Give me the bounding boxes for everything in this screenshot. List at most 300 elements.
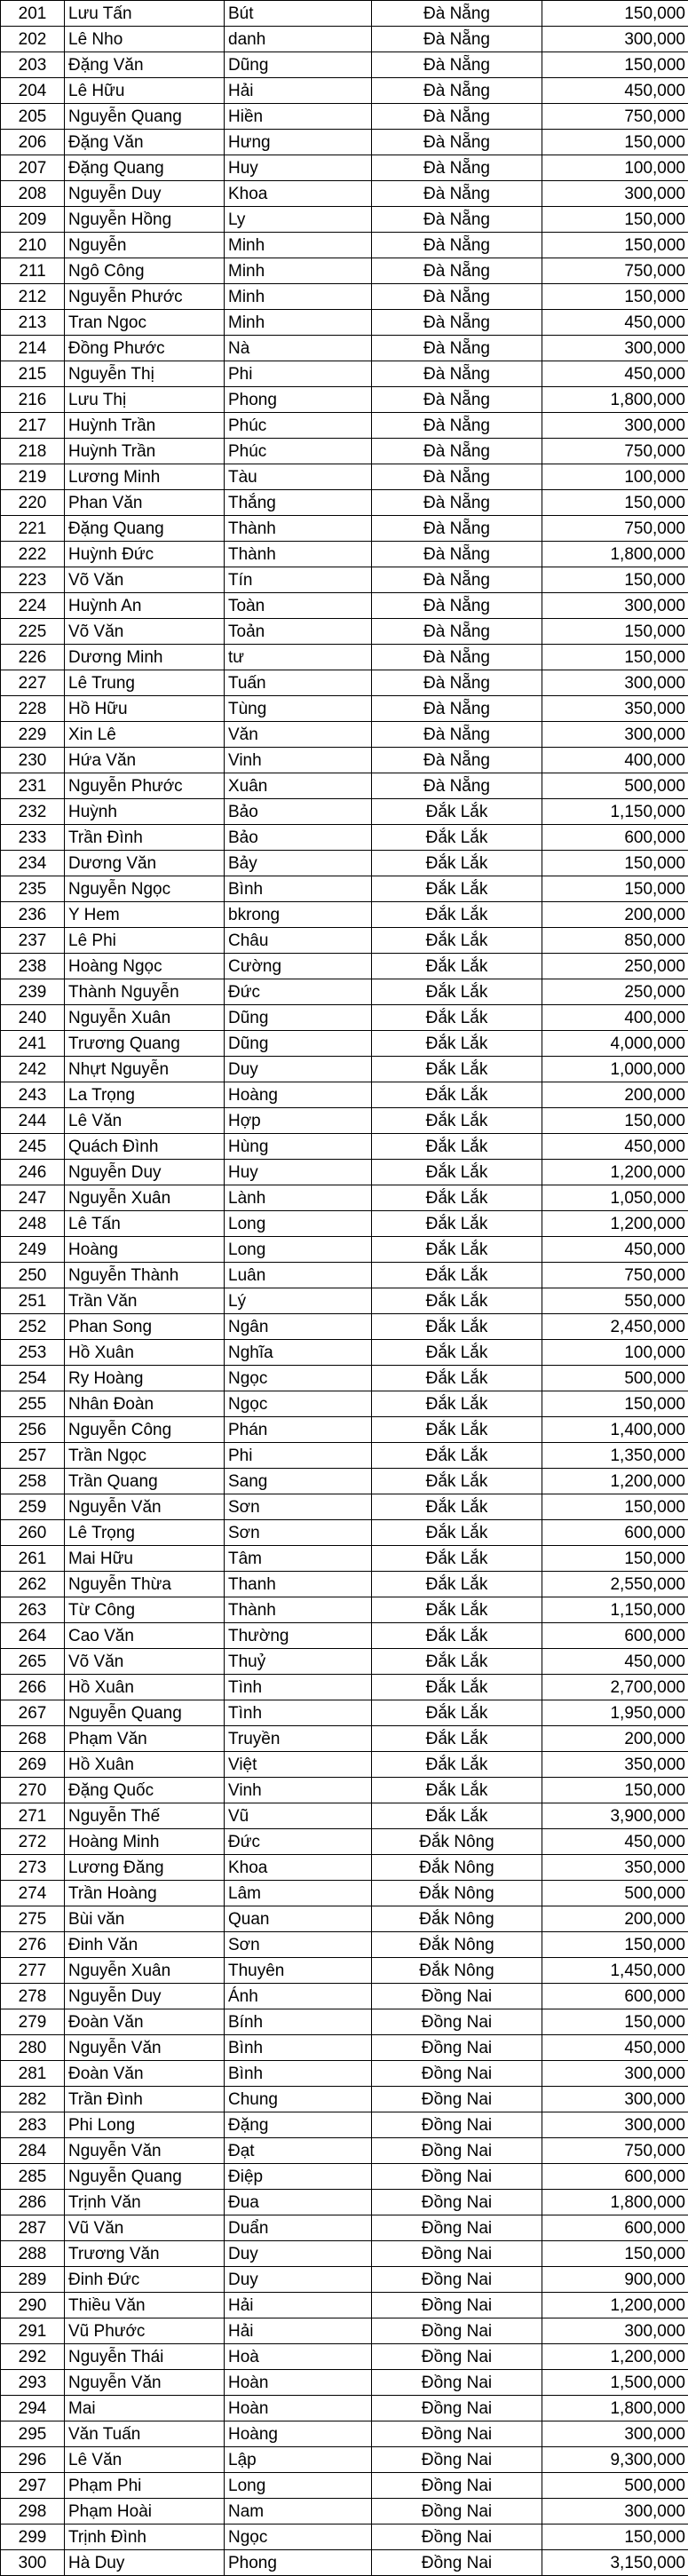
cell-last-middle-name: Huỳnh An	[65, 593, 225, 619]
cell-row-number: 201	[1, 1, 65, 27]
cell-province: Đà Nẵng	[372, 387, 542, 413]
cell-last-middle-name: Võ Văn	[65, 619, 225, 645]
cell-province: Đà Nẵng	[372, 130, 542, 155]
cell-row-number: 215	[1, 361, 65, 387]
cell-given-name: Hoàn	[225, 2370, 372, 2396]
table-row	[1, 876, 688, 902]
table-row	[1, 2138, 688, 2164]
cell-last-middle-name: Phạm Văn	[65, 1726, 225, 1752]
cell-province: Đồng Nai	[372, 2061, 542, 2087]
cell-amount: 1,800,000	[542, 2396, 688, 2421]
cell-last-middle-name: Đoàn Văn	[65, 2061, 225, 2087]
table-row	[1, 2370, 688, 2396]
cell-row-number: 272	[1, 1829, 65, 1855]
cell-amount: 1,350,000	[542, 1443, 688, 1469]
cell-last-middle-name: Đặng Quang	[65, 155, 225, 181]
cell-amount: 450,000	[542, 1649, 688, 1675]
cell-province: Đắk Lắk	[372, 902, 542, 928]
cell-last-middle-name: Lê Hữu	[65, 78, 225, 104]
table-row	[1, 2009, 688, 2035]
cell-amount: 150,000	[542, 1778, 688, 1803]
cell-given-name: Đặng	[225, 2112, 372, 2138]
table-row	[1, 722, 688, 748]
cell-given-name: Duy	[225, 2241, 372, 2267]
cell-given-name: Phong	[225, 387, 372, 413]
cell-last-middle-name: Nguyễn Xuân	[65, 1005, 225, 1031]
cell-row-number: 225	[1, 619, 65, 645]
table-row	[1, 336, 688, 361]
cell-last-middle-name: Nguyễn Thị	[65, 361, 225, 387]
cell-given-name: Hợp	[225, 1108, 372, 1134]
cell-province: Đắk Lắk	[372, 1752, 542, 1778]
cell-province: Đắk Lắk	[372, 1520, 542, 1546]
table-body	[1, 1, 688, 2576]
table-row	[1, 1700, 688, 1726]
table-row	[1, 2550, 688, 2576]
cell-amount: 200,000	[542, 1082, 688, 1108]
cell-given-name: Bảy	[225, 851, 372, 876]
cell-last-middle-name: Hồ Xuân	[65, 1340, 225, 1366]
cell-last-middle-name: Nguyễn Duy	[65, 1160, 225, 1185]
cell-province: Đắk Lắk	[372, 876, 542, 902]
cell-amount: 300,000	[542, 2318, 688, 2344]
cell-last-middle-name: Nguyễn Thừa	[65, 1572, 225, 1597]
cell-row-number: 255	[1, 1391, 65, 1417]
cell-row-number: 243	[1, 1082, 65, 1108]
cell-row-number: 263	[1, 1597, 65, 1623]
cell-province: Đồng Nai	[372, 2550, 542, 2576]
cell-given-name: Vũ	[225, 1803, 372, 1829]
table-row	[1, 2318, 688, 2344]
cell-amount: 150,000	[542, 851, 688, 876]
cell-amount: 500,000	[542, 773, 688, 799]
cell-last-middle-name: Phạm Phi	[65, 2473, 225, 2499]
cell-last-middle-name: Y Hem	[65, 902, 225, 928]
cell-last-middle-name: Nguyễn Công	[65, 1417, 225, 1443]
cell-row-number: 241	[1, 1031, 65, 1057]
cell-row-number: 252	[1, 1314, 65, 1340]
cell-given-name: Thành	[225, 1597, 372, 1623]
cell-province: Đắk Lắk	[372, 1469, 542, 1494]
cell-province: Đắk Lắk	[372, 825, 542, 851]
cell-amount: 450,000	[542, 361, 688, 387]
table-row	[1, 567, 688, 593]
cell-last-middle-name: Dương Minh	[65, 645, 225, 670]
cell-row-number: 222	[1, 542, 65, 567]
cell-province: Đồng Nai	[372, 2241, 542, 2267]
cell-given-name: Hưng	[225, 130, 372, 155]
cell-row-number: 281	[1, 2061, 65, 2087]
table-row	[1, 104, 688, 130]
cell-last-middle-name: Nguyễn Thành	[65, 1263, 225, 1288]
cell-given-name: Tình	[225, 1675, 372, 1700]
cell-given-name: Long	[225, 2473, 372, 2499]
table-row	[1, 1778, 688, 1803]
cell-given-name: Khoa	[225, 181, 372, 207]
cell-last-middle-name: Nguyễn Phước	[65, 284, 225, 310]
cell-last-middle-name: Lê Văn	[65, 1108, 225, 1134]
cell-given-name: Văn	[225, 722, 372, 748]
cell-amount: 450,000	[542, 1237, 688, 1263]
cell-row-number: 276	[1, 1932, 65, 1958]
cell-amount: 150,000	[542, 1546, 688, 1572]
cell-amount: 1,950,000	[542, 1700, 688, 1726]
cell-province: Đắk Nông	[372, 1906, 542, 1932]
cell-given-name: Sơn	[225, 1494, 372, 1520]
table-row	[1, 1803, 688, 1829]
cell-row-number: 279	[1, 2009, 65, 2035]
cell-row-number: 264	[1, 1623, 65, 1649]
cell-province: Đắk Lắk	[372, 1443, 542, 1469]
table-row	[1, 645, 688, 670]
cell-given-name: Xuân	[225, 773, 372, 799]
cell-row-number: 257	[1, 1443, 65, 1469]
cell-province: Đà Nẵng	[372, 593, 542, 619]
cell-last-middle-name: Võ Văn	[65, 1649, 225, 1675]
cell-last-middle-name: Nguyễn Duy	[65, 181, 225, 207]
table-row	[1, 1134, 688, 1160]
cell-given-name: Ánh	[225, 1984, 372, 2009]
table-row	[1, 1314, 688, 1340]
cell-given-name: Vinh	[225, 1778, 372, 1803]
cell-last-middle-name: Lê Nho	[65, 27, 225, 52]
cell-amount: 2,700,000	[542, 1675, 688, 1700]
cell-province: Đồng Nai	[372, 2344, 542, 2370]
cell-last-middle-name: Nguyễn Duy	[65, 1984, 225, 2009]
cell-row-number: 230	[1, 748, 65, 773]
cell-row-number: 291	[1, 2318, 65, 2344]
cell-amount: 300,000	[542, 2421, 688, 2447]
cell-given-name: Hoàng	[225, 2421, 372, 2447]
table-row	[1, 1597, 688, 1623]
cell-given-name: Huy	[225, 155, 372, 181]
cell-last-middle-name: Lê Trọng	[65, 1520, 225, 1546]
cell-given-name: Cường	[225, 954, 372, 979]
cell-given-name: Việt	[225, 1752, 372, 1778]
table-row	[1, 1263, 688, 1288]
cell-row-number: 293	[1, 2370, 65, 2396]
cell-amount: 350,000	[542, 696, 688, 722]
cell-row-number: 211	[1, 258, 65, 284]
cell-given-name: Phán	[225, 1417, 372, 1443]
cell-province: Đồng Nai	[372, 2087, 542, 2112]
table-row	[1, 1288, 688, 1314]
cell-last-middle-name: Nguyễn Thế	[65, 1803, 225, 1829]
table-row	[1, 1, 688, 27]
cell-row-number: 249	[1, 1237, 65, 1263]
cell-given-name: tư	[225, 645, 372, 670]
cell-province: Đà Nẵng	[372, 542, 542, 567]
cell-given-name: Phi	[225, 1443, 372, 1469]
cell-given-name: Ngân	[225, 1314, 372, 1340]
cell-amount: 1,800,000	[542, 2190, 688, 2215]
table-row	[1, 207, 688, 233]
cell-province: Đà Nẵng	[372, 670, 542, 696]
cell-row-number: 214	[1, 336, 65, 361]
cell-row-number: 205	[1, 104, 65, 130]
cell-row-number: 224	[1, 593, 65, 619]
table-row	[1, 1855, 688, 1881]
table-row	[1, 1185, 688, 1211]
cell-last-middle-name: Thiều Văn	[65, 2293, 225, 2318]
cell-last-middle-name: Nguyễn Văn	[65, 2370, 225, 2396]
table-row	[1, 2035, 688, 2061]
cell-amount: 150,000	[542, 490, 688, 516]
table-row	[1, 1546, 688, 1572]
cell-last-middle-name: Lương Minh	[65, 464, 225, 490]
cell-given-name: Hải	[225, 2318, 372, 2344]
cell-last-middle-name: Nhựt Nguyễn	[65, 1057, 225, 1082]
cell-row-number: 216	[1, 387, 65, 413]
cell-province: Đà Nẵng	[372, 155, 542, 181]
cell-last-middle-name: Lê Văn	[65, 2447, 225, 2473]
cell-amount: 450,000	[542, 310, 688, 336]
cell-last-middle-name: Xin Lê	[65, 722, 225, 748]
cell-given-name: Minh	[225, 310, 372, 336]
cell-row-number: 275	[1, 1906, 65, 1932]
cell-amount: 750,000	[542, 439, 688, 464]
table-row	[1, 258, 688, 284]
cell-row-number: 286	[1, 2190, 65, 2215]
table-row	[1, 1160, 688, 1185]
cell-given-name: Ngọc	[225, 2524, 372, 2550]
cell-row-number: 219	[1, 464, 65, 490]
cell-province: Đắk Lắk	[372, 1623, 542, 1649]
cell-province: Đà Nẵng	[372, 748, 542, 773]
cell-province: Đắk Lắk	[372, 1031, 542, 1057]
cell-last-middle-name: Nguyễn Quang	[65, 104, 225, 130]
cell-last-middle-name: Hứa Văn	[65, 748, 225, 773]
cell-amount: 150,000	[542, 645, 688, 670]
cell-last-middle-name: Nguyễn Ngọc	[65, 876, 225, 902]
table-row	[1, 2267, 688, 2293]
cell-given-name: Luân	[225, 1263, 372, 1288]
cell-last-middle-name: Tran Ngoc	[65, 310, 225, 336]
cell-given-name: Toản	[225, 619, 372, 645]
cell-given-name: Ngọc	[225, 1366, 372, 1391]
cell-given-name: Dũng	[225, 1005, 372, 1031]
cell-row-number: 253	[1, 1340, 65, 1366]
cell-amount: 500,000	[542, 1366, 688, 1391]
cell-amount: 350,000	[542, 1752, 688, 1778]
cell-last-middle-name: Phi Long	[65, 2112, 225, 2138]
cell-amount: 150,000	[542, 2009, 688, 2035]
cell-last-middle-name: La Trọng	[65, 1082, 225, 1108]
cell-amount: 1,800,000	[542, 387, 688, 413]
table-row	[1, 773, 688, 799]
cell-given-name: Lập	[225, 2447, 372, 2473]
cell-row-number: 290	[1, 2293, 65, 2318]
cell-given-name: Minh	[225, 233, 372, 258]
table-row	[1, 516, 688, 542]
cell-given-name: Long	[225, 1211, 372, 1237]
cell-province: Đà Nẵng	[372, 516, 542, 542]
cell-given-name: Toàn	[225, 593, 372, 619]
cell-amount: 750,000	[542, 258, 688, 284]
cell-amount: 300,000	[542, 27, 688, 52]
cell-last-middle-name: Trịnh Đình	[65, 2524, 225, 2550]
cell-last-middle-name: Lê Tấn	[65, 1211, 225, 1237]
cell-province: Đắk Lắk	[372, 1211, 542, 1237]
cell-amount: 1,800,000	[542, 542, 688, 567]
cell-given-name: Sang	[225, 1469, 372, 1494]
table-row	[1, 1494, 688, 1520]
cell-province: Đắk Lắk	[372, 1005, 542, 1031]
cell-amount: 300,000	[542, 722, 688, 748]
table-row	[1, 361, 688, 387]
cell-given-name: Phi	[225, 361, 372, 387]
cell-amount: 300,000	[542, 2112, 688, 2138]
cell-last-middle-name: Thành Nguyễn	[65, 979, 225, 1005]
cell-amount: 1,150,000	[542, 799, 688, 825]
cell-given-name: bkrong	[225, 902, 372, 928]
cell-row-number: 235	[1, 876, 65, 902]
cell-given-name: Lý	[225, 1288, 372, 1314]
cell-row-number: 233	[1, 825, 65, 851]
cell-province: Đà Nẵng	[372, 722, 542, 748]
cell-given-name: Thường	[225, 1623, 372, 1649]
cell-last-middle-name: Lê Phi	[65, 928, 225, 954]
cell-province: Đà Nẵng	[372, 181, 542, 207]
table-row	[1, 619, 688, 645]
cell-given-name: Dũng	[225, 1031, 372, 1057]
cell-province: Đắk Nông	[372, 1881, 542, 1906]
cell-amount: 3,150,000	[542, 2550, 688, 2576]
cell-amount: 150,000	[542, 284, 688, 310]
cell-amount: 600,000	[542, 2215, 688, 2241]
table-row	[1, 2447, 688, 2473]
cell-given-name: Ngọc	[225, 1391, 372, 1417]
table-row	[1, 696, 688, 722]
cell-amount: 400,000	[542, 1005, 688, 1031]
cell-last-middle-name: Nguyễn Xuân	[65, 1958, 225, 1984]
cell-row-number: 296	[1, 2447, 65, 2473]
cell-last-middle-name: Huỳnh Trần	[65, 413, 225, 439]
cell-province: Đồng Nai	[372, 2215, 542, 2241]
cell-last-middle-name: Quách Đình	[65, 1134, 225, 1160]
cell-amount: 500,000	[542, 1881, 688, 1906]
cell-amount: 9,300,000	[542, 2447, 688, 2473]
cell-province: Đắk Lắk	[372, 1675, 542, 1700]
cell-last-middle-name: Nguyễn Xuân	[65, 1185, 225, 1211]
table-row	[1, 78, 688, 104]
cell-province: Đắk Lắk	[372, 1803, 542, 1829]
cell-amount: 100,000	[542, 1340, 688, 1366]
cell-amount: 1,150,000	[542, 1597, 688, 1623]
cell-row-number: 209	[1, 207, 65, 233]
cell-row-number: 273	[1, 1855, 65, 1881]
cell-amount: 550,000	[542, 1288, 688, 1314]
cell-province: Đà Nẵng	[372, 258, 542, 284]
cell-row-number: 250	[1, 1263, 65, 1288]
table-row	[1, 1649, 688, 1675]
cell-row-number: 229	[1, 722, 65, 748]
cell-given-name: Bút	[225, 1, 372, 27]
cell-given-name: Hải	[225, 2293, 372, 2318]
cell-province: Đà Nẵng	[372, 696, 542, 722]
cell-given-name: Tùng	[225, 696, 372, 722]
cell-row-number: 247	[1, 1185, 65, 1211]
cell-amount: 600,000	[542, 1984, 688, 2009]
cell-amount: 450,000	[542, 1134, 688, 1160]
cell-given-name: Bình	[225, 876, 372, 902]
cell-amount: 300,000	[542, 413, 688, 439]
table-row	[1, 954, 688, 979]
cell-amount: 450,000	[542, 1829, 688, 1855]
cell-amount: 900,000	[542, 2267, 688, 2293]
cell-row-number: 248	[1, 1211, 65, 1237]
cell-last-middle-name: Bùi văn	[65, 1906, 225, 1932]
cell-province: Đà Nẵng	[372, 104, 542, 130]
cell-province: Đồng Nai	[372, 2164, 542, 2190]
cell-row-number: 260	[1, 1520, 65, 1546]
cell-last-middle-name: Lê Trung	[65, 670, 225, 696]
cell-province: Đà Nẵng	[372, 78, 542, 104]
cell-row-number: 283	[1, 2112, 65, 2138]
cell-amount: 750,000	[542, 516, 688, 542]
table-row	[1, 1391, 688, 1417]
cell-given-name: danh	[225, 27, 372, 52]
cell-row-number: 278	[1, 1984, 65, 2009]
cell-amount: 150,000	[542, 619, 688, 645]
cell-last-middle-name: Nguyễn Hồng	[65, 207, 225, 233]
table-row	[1, 52, 688, 78]
cell-province: Đắk Lắk	[372, 1288, 542, 1314]
cell-given-name: Vinh	[225, 748, 372, 773]
table-row	[1, 2421, 688, 2447]
cell-last-middle-name: Đặng Văn	[65, 130, 225, 155]
cell-given-name: Lâm	[225, 1881, 372, 1906]
cell-last-middle-name: Hồ Xuân	[65, 1675, 225, 1700]
table-row	[1, 27, 688, 52]
cell-row-number: 227	[1, 670, 65, 696]
table-row	[1, 799, 688, 825]
cell-given-name: Thành	[225, 516, 372, 542]
cell-amount: 350,000	[542, 1855, 688, 1881]
cell-row-number: 288	[1, 2241, 65, 2267]
cell-given-name: Phong	[225, 2550, 372, 2576]
cell-row-number: 217	[1, 413, 65, 439]
cell-row-number: 295	[1, 2421, 65, 2447]
cell-amount: 300,000	[542, 593, 688, 619]
cell-given-name: Lành	[225, 1185, 372, 1211]
cell-row-number: 262	[1, 1572, 65, 1597]
cell-province: Đắk Lắk	[372, 1366, 542, 1391]
cell-given-name: Duẩn	[225, 2215, 372, 2241]
table-row	[1, 902, 688, 928]
cell-amount: 600,000	[542, 1623, 688, 1649]
table-row	[1, 439, 688, 464]
cell-amount: 2,550,000	[542, 1572, 688, 1597]
cell-province: Đắk Lắk	[372, 1700, 542, 1726]
cell-last-middle-name: Đinh Đức	[65, 2267, 225, 2293]
cell-row-number: 261	[1, 1546, 65, 1572]
cell-amount: 150,000	[542, 1, 688, 27]
cell-row-number: 244	[1, 1108, 65, 1134]
cell-row-number: 203	[1, 52, 65, 78]
cell-last-middle-name: Dương Văn	[65, 851, 225, 876]
table-row	[1, 233, 688, 258]
cell-province: Đắk Lắk	[372, 1417, 542, 1443]
cell-province: Đắk Lắk	[372, 799, 542, 825]
cell-province: Đồng Nai	[372, 2009, 542, 2035]
cell-last-middle-name: Đoàn Văn	[65, 2009, 225, 2035]
cell-last-middle-name: Nguyễn Quang	[65, 2164, 225, 2190]
cell-last-middle-name: Trần Ngọc	[65, 1443, 225, 1469]
cell-row-number: 228	[1, 696, 65, 722]
cell-given-name: Thuyên	[225, 1958, 372, 1984]
cell-province: Đà Nẵng	[372, 464, 542, 490]
